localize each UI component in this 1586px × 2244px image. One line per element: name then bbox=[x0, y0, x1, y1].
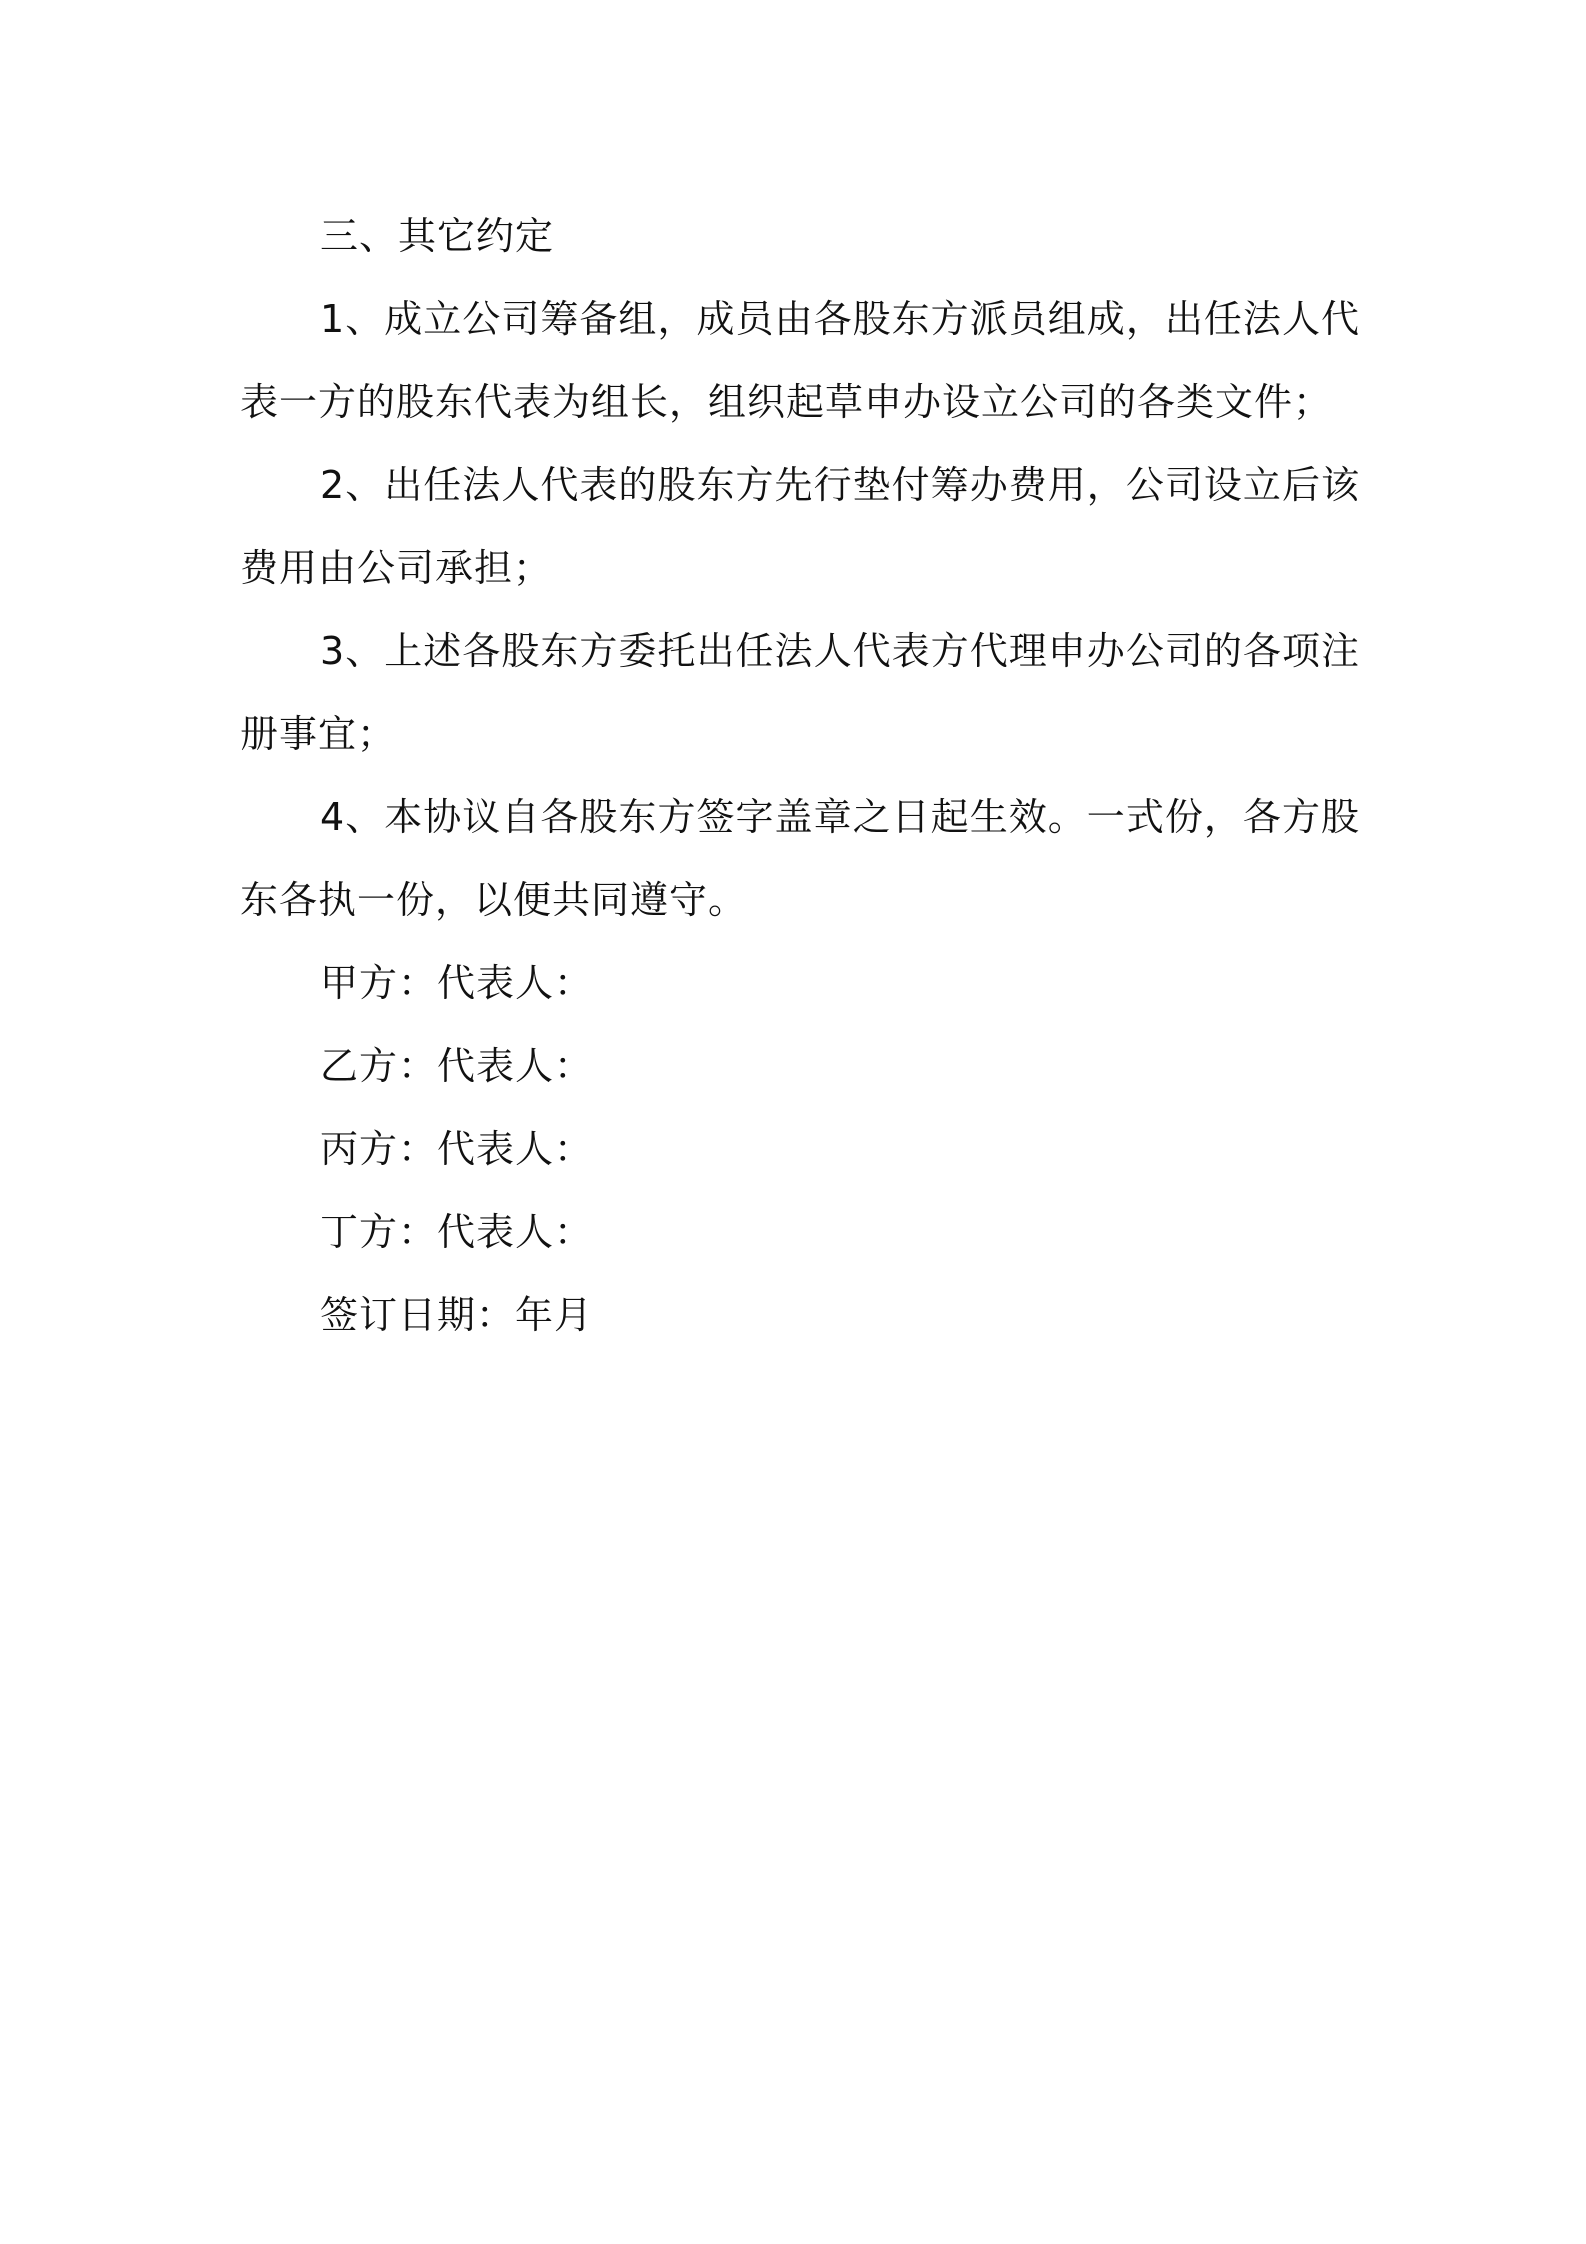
clause-1: 1、成立公司筹备组，成员由各股东方派员组成，出任法人代表一方的股东代表为组长，组织起草申办设立公司的各类文件； bbox=[240, 297, 1360, 424]
signing-date: 签订日期：年月 bbox=[320, 1293, 594, 1337]
document-body bbox=[240, 195, 1360, 1357]
clause-4: 4、本协议自各股东方签字盖章之日起生效。一式份，各方股东各执一份，以便共同遵守。 bbox=[240, 795, 1360, 922]
clause-2: 2、出任法人代表的股东方先行垫付筹办费用，公司设立后该费用由公司承担； bbox=[240, 463, 1360, 590]
clause-3: 3、上述各股东方委托出任法人代表方代理申办公司的各项注册事宜； bbox=[240, 629, 1360, 756]
signature-party-a: 甲方：代表人： bbox=[320, 961, 594, 1005]
signature-party-c: 丙方：代表人： bbox=[320, 1127, 594, 1171]
signature-party-b: 乙方：代表人： bbox=[320, 1044, 594, 1088]
signature-party-d: 丁方：代表人： bbox=[320, 1210, 594, 1254]
section-heading: 三、其它约定 bbox=[320, 214, 555, 258]
